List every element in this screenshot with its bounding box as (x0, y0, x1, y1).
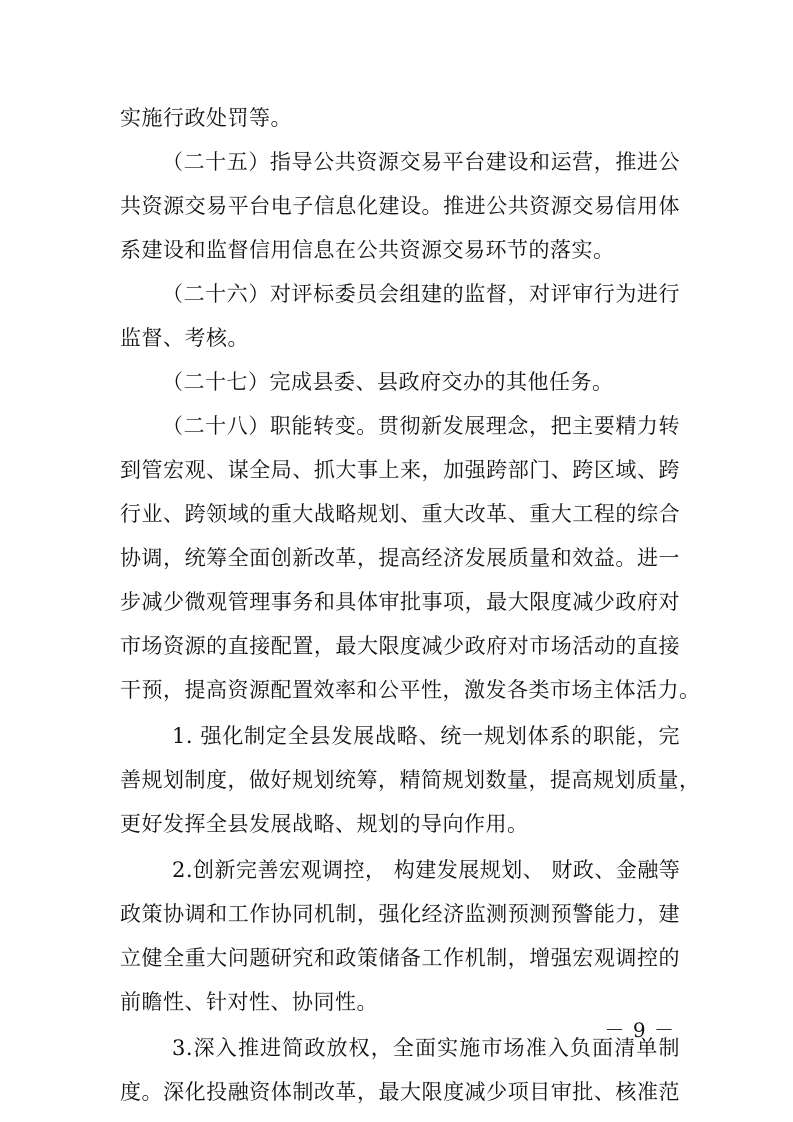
text-line: 立健全重大问题研究和政策储备工作机制，增强宏观调控的 (120, 946, 680, 970)
text-line: 步减少微观管理事务和具体审批事项，最大限度减少政府对 (120, 590, 680, 614)
page-number: － 9 － (604, 1018, 675, 1042)
text-line: 共资源交易平台电子信息化建设。推进公共资源交易信用体 (120, 194, 680, 218)
text-line: 善规划制度，做好规划统筹，精简规划数量，提高规划质量， (120, 768, 701, 792)
text-line: （二十五）指导公共资源交易平台建设和运营，推进公 (162, 150, 680, 174)
text-line: 3.深入推进简政放权，全面实施市场准入负面清单制 (172, 1036, 680, 1060)
text-line: 系建设和监督信用信息在公共资源交易环节的落实。 (120, 238, 615, 262)
text-line: 行业、跨领域的重大战略规划、重大改革、重大工程的综合 (120, 502, 680, 526)
text-line: （二十八）职能转变。贯彻新发展理念，把主要精力转 (162, 414, 680, 438)
text-line: 1. 强化制定全县发展战略、统一规划体系的职能，完 (172, 724, 680, 748)
text-line: 市场资源的直接配置，最大限度减少政府对市场活动的直接 (120, 634, 680, 658)
text-line: 到管宏观、谋全局、抓大事上来，加强跨部门、跨区域、跨 (120, 458, 680, 482)
text-line: 政策协调和工作协同机制，强化经济监测预测预警能力，建 (120, 902, 680, 926)
text-line: 更好发挥全县发展战略、规划的导向作用。 (120, 812, 529, 836)
text-line: 干预，提高资源配置效率和公平性，激发各类市场主体活力。 (120, 678, 701, 702)
text-line: 监督、考核。 (120, 326, 249, 350)
text-line: （二十七）完成县委、县政府交办的其他任务。 (162, 370, 614, 394)
text-line: 前瞻性、针对性、协同性。 (120, 990, 378, 1014)
text-line: 度。深化投融资体制改革，最大限度减少项目审批、核准范 (120, 1080, 680, 1104)
text-line: 实施行政处罚等。 (120, 106, 292, 130)
text-line: 协调，统筹全面创新改革，提高经济发展质量和效益。进一 (120, 546, 680, 570)
text-line: 2.创新完善宏观调控， 构建发展规划、 财政、金融等 (172, 858, 681, 882)
text-line: （二十六）对评标委员会组建的监督，对评审行为进行 (162, 282, 680, 306)
